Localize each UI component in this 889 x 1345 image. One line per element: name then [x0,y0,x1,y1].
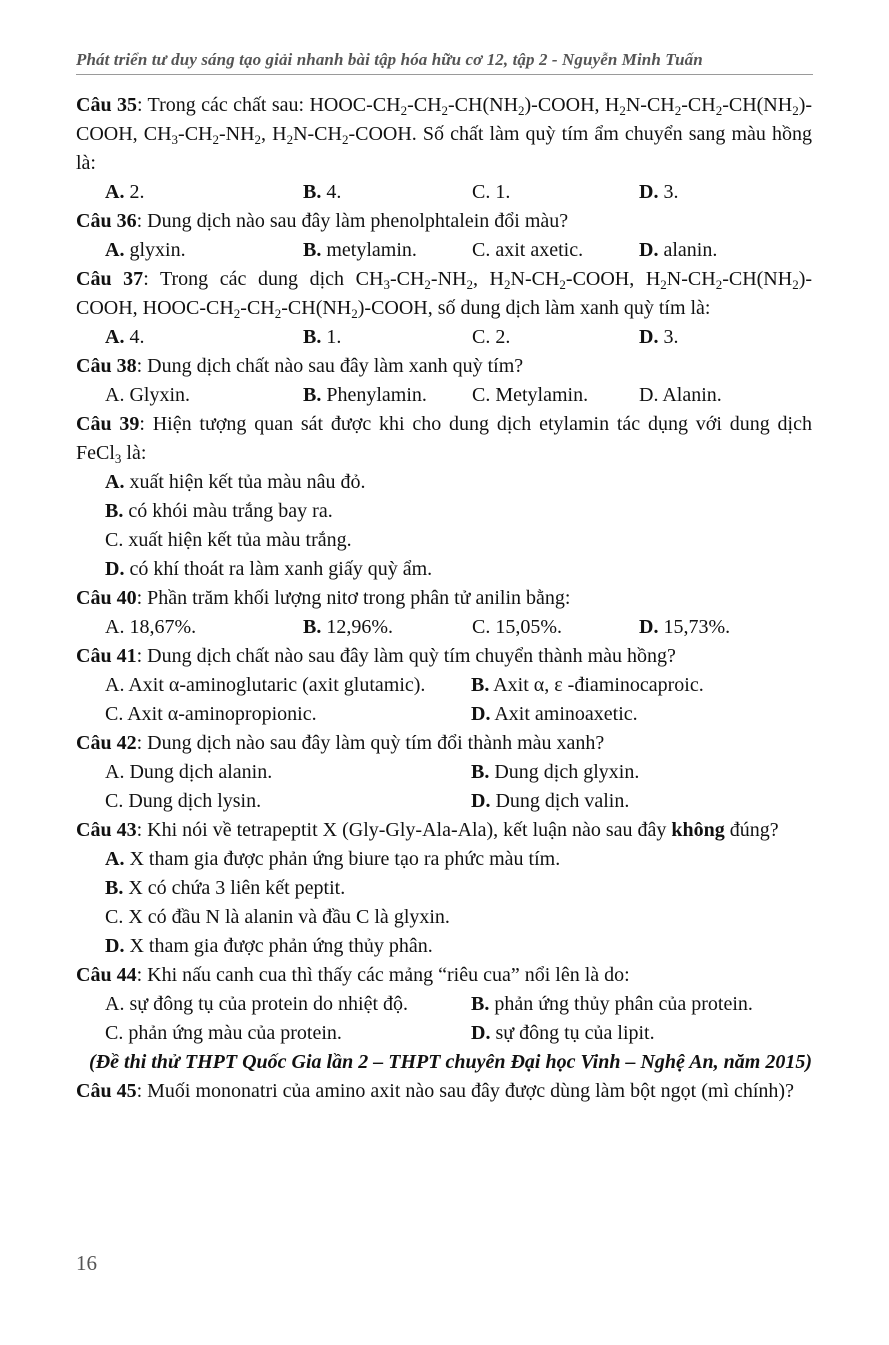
question-44: Câu 44: Khi nấu canh cua thì thấy các mảng “riêu cua” nổi lên là do: [76,964,630,986]
option-c: C. Dung dịch lysin. [105,790,262,812]
option-d: D. 15,73%. [639,616,731,638]
options-44-row1 [76,990,812,1019]
option-d: D. 3. [639,181,679,203]
option-c: C. phản ứng màu của protein. [105,1022,342,1044]
option-b: B. 1. [303,326,342,348]
question-label: Câu 45 [76,1080,137,1102]
question-label: Câu 42 [76,732,137,754]
option-b: B. Dung dịch glyxin. [471,761,640,783]
option-d: D. sự đông tụ của lipit. [471,1022,655,1044]
question-37: Câu 37: Trong các dung dịch $CH_3-CH_2-NH_2$, $H_2N-CH_2$-COOH, $H_2N-CH_2-CH(NH_2)$-COOH, HOOC-$CH_2-CH_2-CH(NH_2)$-COOH, số dung dịch làm xanh quỳ tím là: [76,268,813,321]
option-d: D. X tham gia được phản ứng thủy phân. [105,935,433,957]
option-c: C. 15,05%. [472,616,563,638]
page-number: 16 [76,1251,97,1275]
question-39: Câu 39: Hiện tượng quan sát được khi cho dung dịch etylamin tác dụng với dung dịch FeCl$_3$ là: [76,413,812,466]
options-41-row2 [76,700,812,729]
option-c: C. 1. [472,181,511,203]
option-b: B. Phenylamin. [303,384,427,406]
options-44-row2 [76,1019,812,1048]
question-label: Câu 36 [76,210,137,232]
option-d: D. Axit aminoaxetic. [471,703,638,725]
option-d: D. 3. [639,326,679,348]
options-40 [76,613,812,642]
running-header: Phát triển tư duy sáng tạo giải nhanh bài tập hóa hữu cơ 12, tập 2 - Nguyễn Minh Tuấn [76,50,703,69]
question-list [76,91,812,1106]
question-45: Câu 45: Muối mononatri của amino axit nào sau đây được dùng làm bột ngọt (mì chính)? [76,1080,794,1102]
option-b: B. X có chứa 3 liên kết peptit. [105,877,346,899]
question-42: Câu 42: Dung dịch nào sau đây làm quỳ tím đổi thành màu xanh? [76,732,605,754]
option-a: A. Glyxin. [105,384,191,406]
option-c: C. 2. [472,326,511,348]
option-a: A. 2. [105,181,145,203]
options-37 [76,323,812,352]
option-a: A. X tham gia được phản ứng biure tạo ra phức màu tím. [105,848,561,870]
option-b: B. Axit α, ε -điaminocaproic. [471,674,704,696]
option-d: D. Dung dịch valin. [471,790,630,812]
option-c: C. X có đầu N là alanin và đầu C là glyxin. [105,906,450,928]
option-a: A. Axit α-aminoglutaric (axit glutamic). [105,674,426,696]
question-label: Câu 35 [76,94,137,116]
question-36: Câu 36: Dung dịch nào sau đây làm phenolphtalein đổi màu? [76,210,569,232]
question-40: Câu 40: Phần trăm khối lượng nitơ trong phân tử anilin bằng: [76,587,571,609]
question-label: Câu 40 [76,587,137,609]
option-a: A. xuất hiện kết tủa màu nâu đỏ. [105,471,366,493]
header-divider [76,74,813,75]
options-35 [76,178,812,207]
option-d: D. alanin. [639,239,718,261]
question-35: Câu 35: Trong các chất sau: HOOC-$CH_2-CH_2-CH(NH_2)$-COOH, $H_2N-CH_2-CH_2-CH(NH_2)$-COOH, $CH_3-CH_2-NH_2$, $H_2N-CH_2$-COOH. Số chất làm quỳ tím ẩm chuyển sang màu hồng là: [76,94,813,174]
option-d: D. có khí thoát ra làm xanh giấy quỳ ẩm. [105,558,433,580]
question-label: Câu 41 [76,645,137,667]
emphasis-not: không [671,819,725,841]
option-c: C. Axit α-aminopropionic. [105,703,317,725]
option-a: A. 4. [105,326,145,348]
source-citation: (Đề thi thử THPT Quốc Gia lần 2 – THPT chuyên Đại học Vinh – Nghệ An, năm 2015) [89,1051,812,1073]
option-b: B. có khói màu trắng bay ra. [105,500,333,522]
option-d: D. Alanin. [639,384,722,406]
option-c: C. xuất hiện kết tủa màu trắng. [105,529,352,551]
question-label: Câu 38 [76,355,137,377]
option-c: C. axit axetic. [472,239,584,261]
question-38: Câu 38: Dung dịch chất nào sau đây làm xanh quỳ tím? [76,355,524,377]
question-label: Câu 44 [76,964,137,986]
option-b: B. 12,96%. [303,616,394,638]
question-label: Câu 37 [76,268,144,290]
option-a: A. Dung dịch alanin. [105,761,273,783]
option-b: B. metylamin. [303,239,417,261]
option-b: B. 4. [303,181,342,203]
question-41: Câu 41: Dung dịch chất nào sau đây làm quỳ tím chuyển thành màu hồng? [76,645,676,667]
option-a: A. sự đông tụ của protein do nhiệt độ. [105,993,409,1015]
question-43: Câu 43: Khi nói về tetrapeptit X (Gly-Gly-Ala-Ala), kết luận nào sau đây không đúng? [76,819,779,841]
option-a: A. glyxin. [105,239,186,261]
options-42-row2 [76,787,812,816]
question-label: Câu 39 [76,413,140,435]
options-38 [76,381,812,410]
option-b: B. phản ứng thủy phân của protein. [471,993,753,1015]
option-c: C. Metylamin. [472,384,589,406]
option-a: A. 18,67%. [105,616,197,638]
question-label: Câu 43 [76,819,137,841]
options-42-row1 [76,758,812,787]
options-36 [76,236,812,265]
options-41-row1 [76,671,812,700]
